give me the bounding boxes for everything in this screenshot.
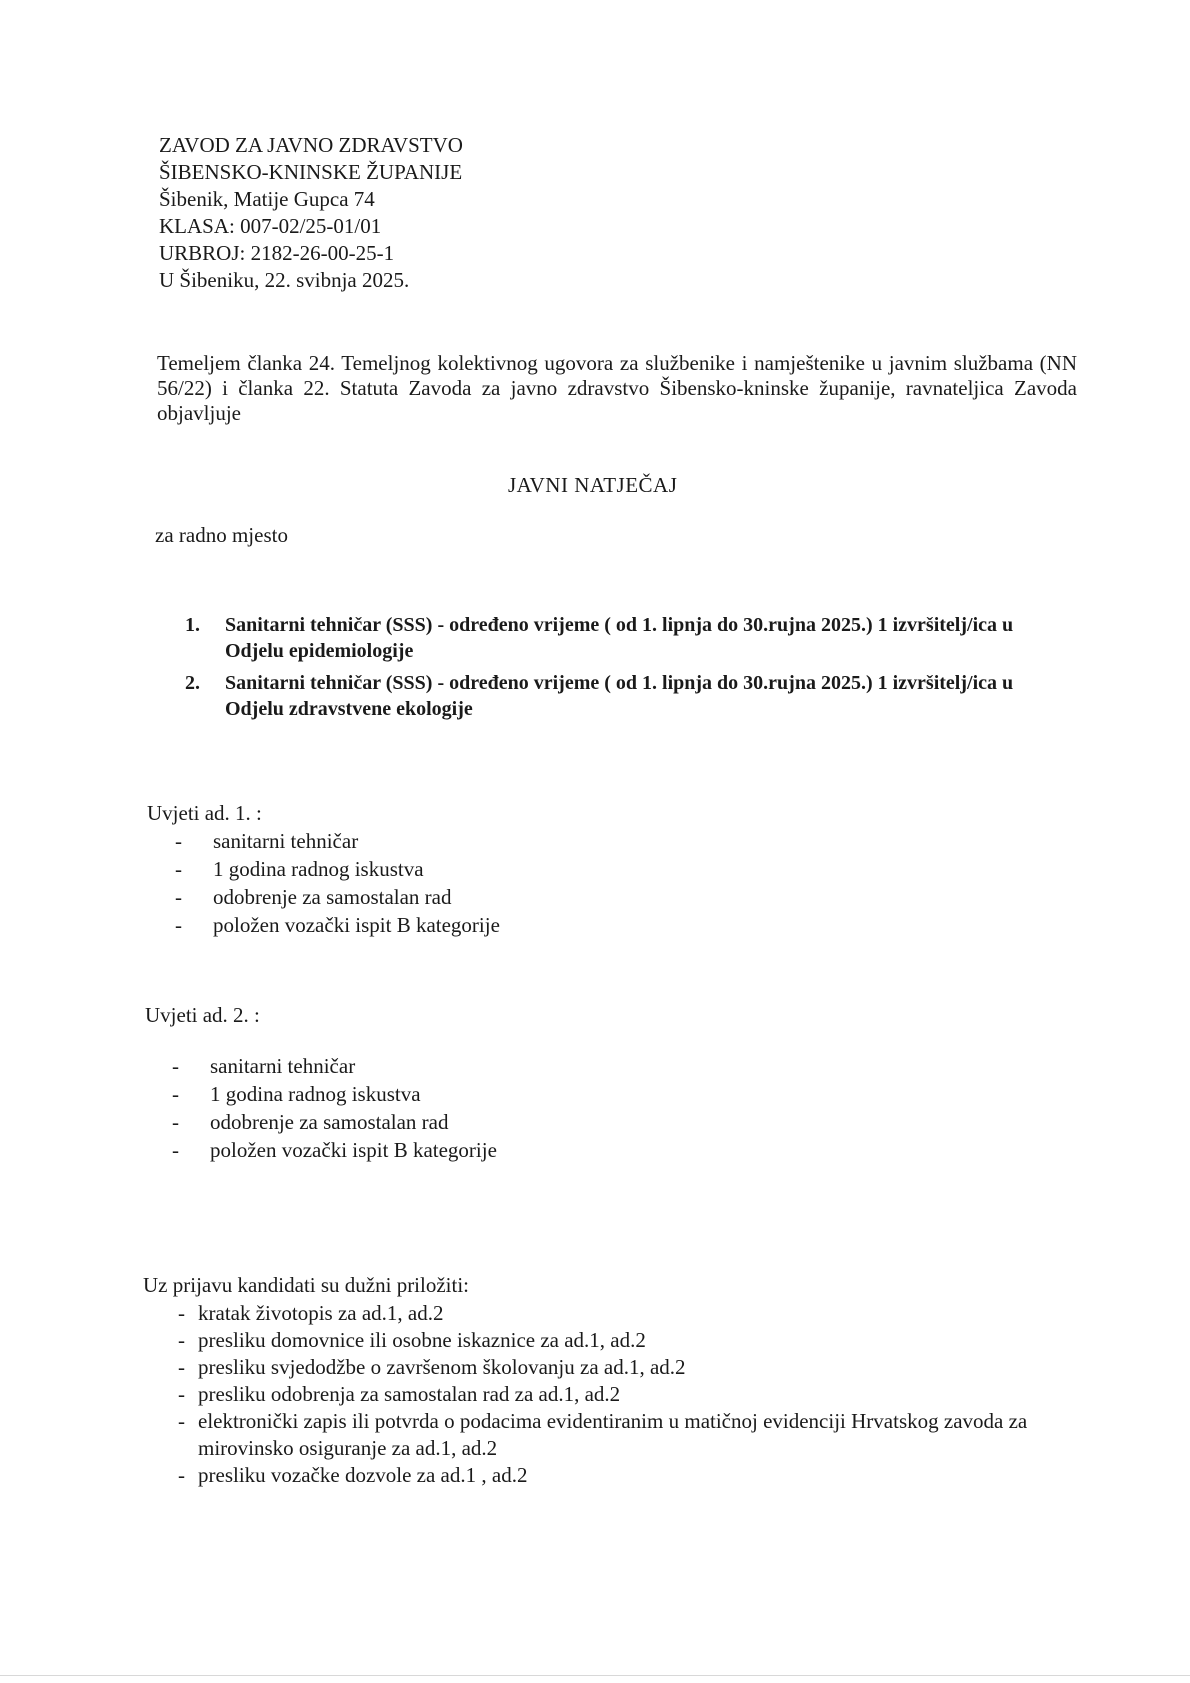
intro-paragraph: Temeljem članka 24. Temeljnog kolektivnog ugovora za službenike i namještenike u javnim službama (NN 56/22) i članka 22. Statuta Zavoda za javno zdravstvo Šibensko-kninske županije, ravnateljica Zavoda objavljuje	[157, 351, 1077, 425]
conditions-2-heading: Uvjeti ad. 2. :	[145, 1003, 260, 1027]
condition-item: - 1 godina radnog iskustva	[172, 1082, 421, 1106]
klasa-number: KLASA: 007-02/25-01/01	[159, 214, 382, 238]
urbroj-number: URBROJ: 2182-26-00-25-1	[159, 241, 395, 265]
attachments-list	[178, 1300, 1078, 1489]
institution-name: ZAVOD ZA JAVNO ZDRAVSTVO	[159, 133, 463, 157]
institution-header	[159, 132, 463, 294]
attachment-item: - elektronički zapis ili potvrda o podacima evidentiranim u matičnoj evidenciji Hrvatskog zavoda za mirovinsko osiguranje za ad.1, ad.2	[178, 1409, 1028, 1460]
position-item	[185, 612, 1045, 664]
institution-county: ŠIBENSKO-KNINSKE ŽUPANIJE	[159, 160, 463, 184]
attachment-item: - presliku odobrenja za samostalan rad za ad.1, ad.2	[178, 1382, 621, 1406]
conditions-2-list	[172, 1052, 497, 1164]
condition-item: - sanitarni tehničar	[175, 829, 359, 853]
position-number: 2.	[185, 672, 200, 694]
conditions-1-heading: Uvjeti ad. 1. :	[147, 801, 262, 825]
condition-item: - odobrenje za samostalan rad	[172, 1110, 449, 1134]
condition-item: - položen vozački ispit B kategorije	[175, 913, 500, 937]
document-subtitle: za radno mjesto	[155, 523, 288, 547]
condition-item: - sanitarni tehničar	[172, 1054, 356, 1078]
document-title: JAVNI NATJEČAJ	[508, 473, 678, 497]
attachment-item: - presliku domovnice ili osobne iskaznice za ad.1, ad.2	[178, 1328, 646, 1352]
condition-item: - odobrenje za samostalan rad	[175, 885, 452, 909]
positions-list	[185, 612, 1045, 728]
institution-address: Šibenik, Matije Gupca 74	[159, 187, 375, 211]
document-date: U Šibeniku, 22. svibnja 2025.	[159, 268, 410, 292]
condition-item: - položen vozački ispit B kategorije	[172, 1138, 497, 1162]
attachment-item: - presliku svjedodžbe o završenom školovanju za ad.1, ad.2	[178, 1355, 686, 1379]
position-text: Sanitarni tehničar (SSS) - određeno vrijeme ( od 1. lipnja do 30.rujna 2025.) 1 izvršitelj/ica u Odjelu zdravstvene ekologije	[225, 672, 1014, 720]
position-text: Sanitarni tehničar (SSS) - određeno vrijeme ( od 1. lipnja do 30.rujna 2025.) 1 izvršitelj/ica u Odjelu epidemiologije	[225, 614, 1014, 662]
attachment-item: - presliku vozačke dozvole za ad.1 , ad.2	[178, 1463, 528, 1487]
position-number: 1.	[185, 614, 200, 636]
attachments-heading: Uz prijavu kandidati su dužni priložiti:	[143, 1273, 470, 1297]
attachment-item: - kratak životopis za ad.1, ad.2	[178, 1301, 444, 1325]
condition-item: - 1 godina radnog iskustva	[175, 857, 424, 881]
position-item	[185, 670, 1045, 722]
page-bottom-divider	[0, 1675, 1190, 1676]
conditions-1-list	[175, 827, 500, 939]
